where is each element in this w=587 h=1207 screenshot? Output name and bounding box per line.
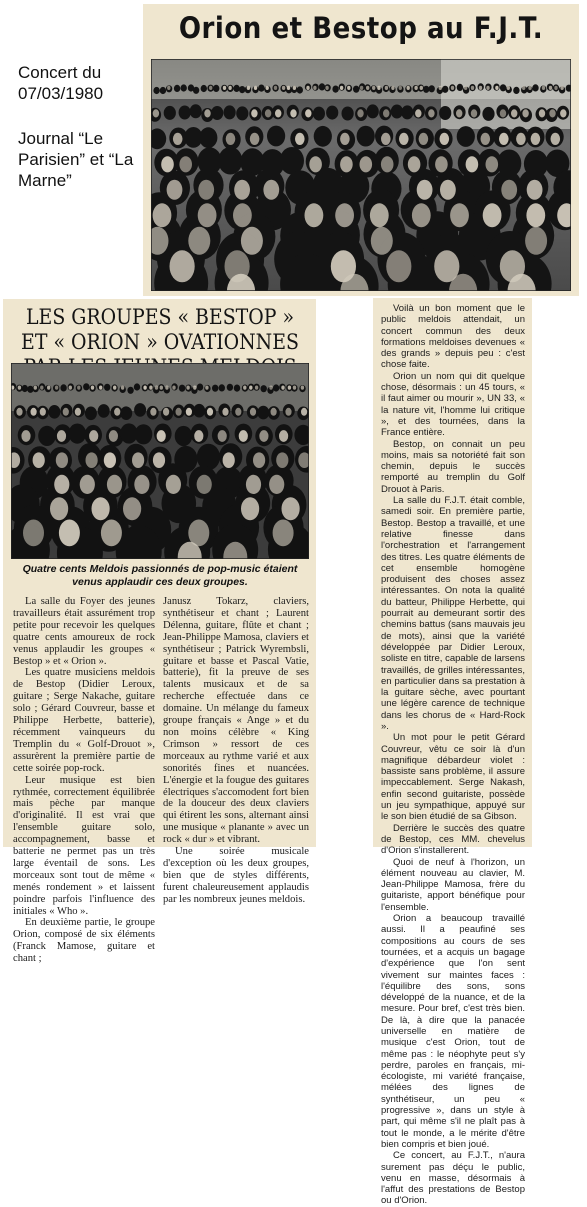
article-paragraph: La salle du Foyer des jeunes travailleurs était assurément trop petite pour recevoir les quelques quatre cents amoureux de rock venus applaudir les groupes « Bestop » et « Orion ». — [13, 596, 155, 667]
article-paragraph: La salle du F.J.T. était comble, samedi soir. En première partie, Bestop. Bestop a travaillé, et une relative finesse dans l'orchestration et l'arrangement des titres. Les quatre éléments de cet ensemble homogène produisent des choses assez intéressantes. On nota la qualité du batteur, Philippe Herbette, qui pourrait au demeurant sortir des chemins battus (sans mauvais jeu de mots), ainsi que la variété développée par Didier Leroux, soliste en titre, capable de larsens travaillés, de grilles intéressantes, en particulier dans sa prestation à la guitare sèche, avec pourtant une légère carence de technique dans les chorus de « Hard-Rock ». — [381, 495, 525, 732]
article-paragraph: En deuxième partie, le groupe Orion, composé de six éléments (Franck Mamose, guitare et chant ; — [13, 917, 155, 965]
left-newspaper-clipping — [3, 299, 316, 965]
journal-source-caption: Journal “Le Parisien” et “La Marne” — [18, 129, 134, 190]
article-paragraph: Un mot pour le petit Gérard Couvreur, vêtu ce soir là d'un magnifique débardeur violet : bassiste sans problème, il assure impeccablement. Serge Nakash, enfin second guitariste, possède un jeu sympathique, appuyé sur le son bien étudié de sa Gibson. — [381, 732, 525, 823]
photo-caption: Quatre cents Meldois passionnés de pop-music étaient venus applaudir ces deux groupes. — [22, 563, 298, 588]
concert-date-caption: Concert du 07/03/1980 — [18, 63, 104, 103]
article-paragraph: Les quatre musiciens meldois de Bestop (Didier Leroux, guitare ; Serge Nakache, guitare solo ; Gérard Couvreur, basse et Philippe Herbette, batterie), récemment vainqueurs du Tremplin du « Golf-Drouot », assurèrent la première partie de cette soirée pop-rock. — [13, 667, 155, 774]
article-paragraph: Ce concert, au F.J.T., n'aura surement pas déçu le public, venu en masse, désormais à l'affut des prestations de Bestop ou d'Orion. — [381, 1150, 525, 1207]
article-paragraph: Derrière le succès des quatre de Bestop, ces MM. chevelus d'Orion s'installerent. — [381, 822, 525, 857]
left-clipping-headline: LES GROUPES « BESTOP » ET « ORION » OVATIONNES — [21, 305, 299, 354]
concert-audience-photo — [151, 59, 571, 291]
article-column-3 — [381, 303, 525, 1207]
article-paragraph: Orion un nom qui dit quelque chose, désormais : un 45 tours, « il faut aimer ou mourir », UN 33, « la nature vit, l'homme lui critique », et des tournées, dans la France entière. — [381, 370, 525, 439]
article-paragraph: Leur musique est bien rythmée, correctement équilibrée mais pèche par manque d'originalité. Il est vrai que l'ensemble guitare solo, accompagnement, basse et batterie ne permet pas un très large éventail de sons. Les morceaux sont tout de même « menés rondement » et laissent poindre parfois l'influence des initiales « Who ». — [13, 774, 155, 917]
article-paragraph: Une soirée musicale d'exception où les deux groupes, bien que de styles différents, furent chaleureusement applaudis par les nombreux jeunes meldois. — [163, 846, 309, 905]
meldois-audience-photo — [11, 363, 309, 559]
right-newspaper-clipping — [373, 298, 532, 1207]
article-paragraph: Voilà un bon moment que le public meldois attendait, un concert commun des deux formations meldoises devenues « des grands » depuis peu : c'est chose faite. — [381, 303, 525, 371]
article-paragraph: Quoi de neuf à l'horizon, un élément nouveau au clavier, M. Jean-Philippe Mamosa, frère du guitariste, apport bénéfique pour l'ensemble. — [381, 856, 525, 913]
article-paragraph: Orion a beaucoup travaillé aussi. Il a peaufiné ses compositions au cours de ses tournées, et a acquis un bagage d'expérience que l'on sent vivement sur maintes faces : l'équilibre des sons, sons développé de la nuance, et de la mesure. Pour bref, c'est très bien. De là, à dire que la panacée universelle en matière de musique c'est Orion, tout de même pas : le néophyte peut s'y perdre, paroles en français, mi-écologiste, mi variété française, mélées des lignes de synthétiseur, un peu « progressive », dans un style à part, qui même s'il ne plaît pas à tout le monde, a le mérite d'être bien compris et bien joué. — [381, 913, 525, 1150]
article-column-2 — [163, 596, 309, 906]
article-paragraph: Janusz Tokarz, claviers, synthétiseur et chant ; Laurent Délenna, guitare, flûte et chant ; Jean-Philippe Mamosa, claviers et synthétiseur ; Patrick Wyrembsli, guitare et basse et Pascal Vatie, batterie), fit la preuve de ses talents musicaux et de sa recherche effectuée dans ce domaine. Un mélange du fameux groupe français « Ange » et du non moins célèbre « King Crimson » ressort de ces morceaux au rythme varié et aux sonorités fines et nuancées. L'énergie et la fougue des guitares électriques s'accomodent fort bien de la douceur des deux claviers qui étirent les sons, alternant ainsi une musique « planante » avec un rock « dur » et vibrant. — [163, 596, 309, 846]
top-newspaper-clipping — [143, 4, 579, 296]
article-paragraph: Bestop, on connait un peu moins, mais sa notoriété fait son chemin, depuis le succès remporté au tremplin du Golf Drouot à Paris. — [381, 438, 525, 495]
top-clipping-headline: Orion et Bestop au F.J.T. — [178, 11, 544, 45]
article-column-1 — [13, 596, 155, 965]
